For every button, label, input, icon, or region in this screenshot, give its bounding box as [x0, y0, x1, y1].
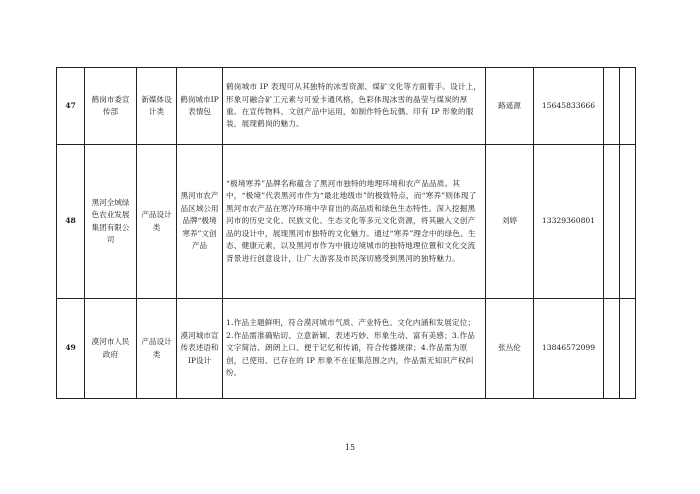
unit-cell: 鹤岗市委宣传部	[85, 68, 137, 145]
empty-cell	[604, 68, 620, 145]
empty-cell	[620, 299, 636, 399]
phone-cell: 13846572099	[534, 299, 604, 399]
category-cell: 新媒体设计类	[137, 68, 177, 145]
phone-cell: 13329360801	[534, 145, 604, 299]
description-cell: 鹤岗城市 IP 表现可从其独特的冰雪资源、煤矿文化等方面着手。设计上，形象可融合矿工元素与可爱卡通风格，色彩体现冰雪的晶莹与煤炭的厚重。在宣传物料、文创产品中运用，如制作特色玩偶、印有 IP 形象的服装，展现鹤岗的魅力。	[223, 68, 486, 145]
unit-cell: 漠河市人民政府	[85, 299, 137, 399]
contact-cell: 张丛伦	[486, 299, 534, 399]
row-number: 47	[57, 68, 85, 145]
description-cell: “极境寒养”品牌名称蕴含了黑河市独特的地理环境和农产品品质。其中，“极境”代表黑河市作为“最北地级市”的极致特点，而“寒养”则体现了黑河市农产品在寒冷环境中孕育出的高品质和绿色生态特性。深入挖掘黑河市的历史文化、民族文化、生态文化等多元文化资源，将其融入文创产品的设计中，展现黑河市独特的文化魅力。通过“寒养”理念中的绿色、生态、健康元素，以及黑河市作为中俄边境城市的独特地理位置和文化交流背景进行创意设计，让广大游客及市民深切感受到黑河的独特魅力。	[223, 145, 486, 299]
contact-cell: 刘婷	[486, 145, 534, 299]
row-number: 49	[57, 299, 85, 399]
project-cell: 黑河市农产品区域公用品牌“极境寒养”文创产品	[177, 145, 223, 299]
phone-cell: 15645833666	[534, 68, 604, 145]
table-row	[57, 68, 636, 145]
description-cell: 1.作品主题鲜明，符合漠河城市气质、产业特色、文化内涵和发展定位；2.作品需准确贴切、立意新颖、表述巧妙、形象生动、富有美感；3.作品文字简洁、朗朗上口、便于记忆和传诵，符合传播规律；4.作品需为原创，已使用、已存在的 IP 形象不在征集范围之内，作品需无知识产权纠纷。	[223, 299, 486, 399]
table-row	[57, 299, 636, 399]
page-number: 15	[344, 443, 356, 452]
project-cell: 鹤岗城市IP表情包	[177, 68, 223, 145]
empty-cell	[620, 145, 636, 299]
empty-cell	[620, 68, 636, 145]
contact-cell: 路遥源	[486, 68, 534, 145]
empty-cell	[604, 299, 620, 399]
table-row	[57, 145, 636, 299]
category-cell: 产品设计类	[137, 299, 177, 399]
unit-cell: 黑河全域绿色农业发展集团有限公司	[85, 145, 137, 299]
row-number: 48	[57, 145, 85, 299]
category-cell: 产品设计类	[137, 145, 177, 299]
project-table	[56, 67, 636, 399]
empty-cell	[604, 145, 620, 299]
project-cell: 漠河城市宣传表述语和IP设计	[177, 299, 223, 399]
